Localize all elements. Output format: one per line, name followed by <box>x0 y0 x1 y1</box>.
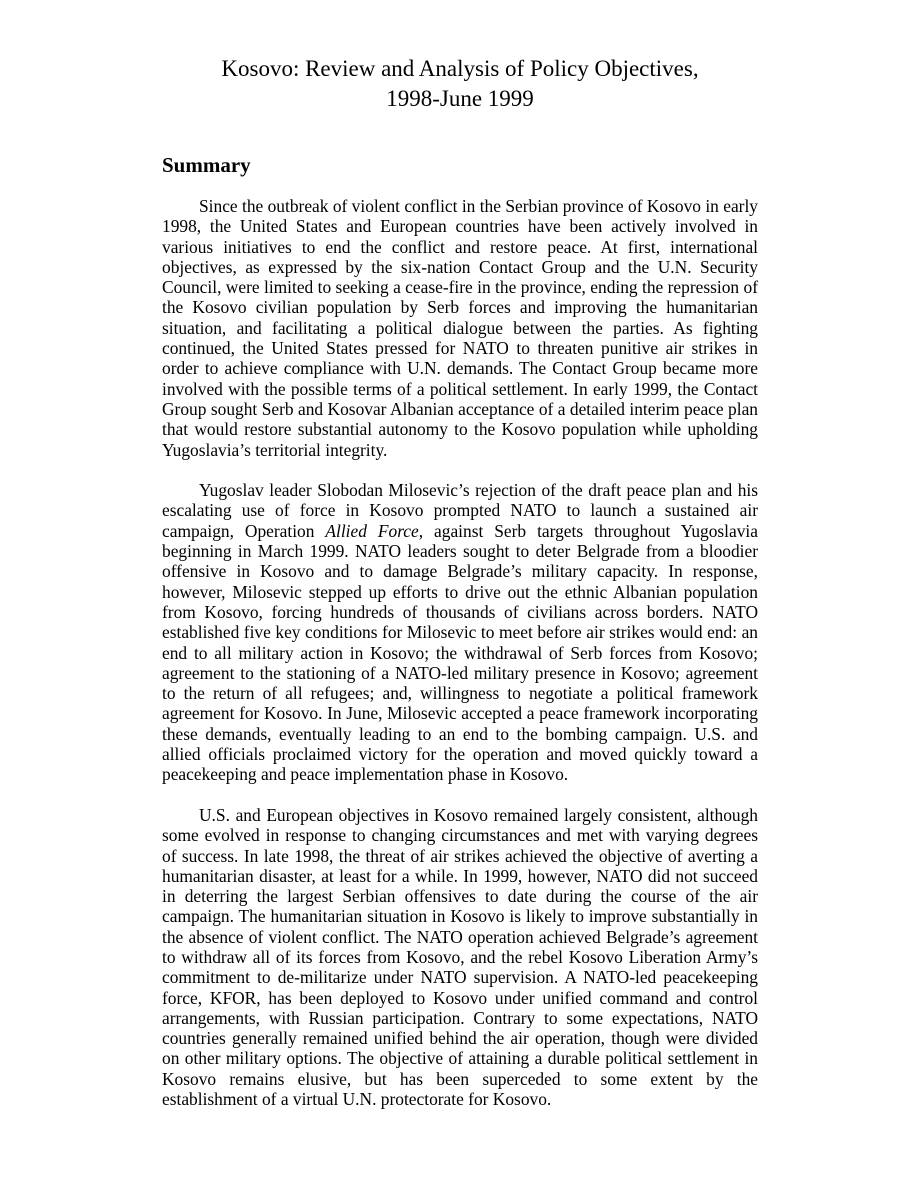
paragraph-2-text-a: Yugoslav leader Slobodan Milosevic’s rejection of the draft peace plan and his escalating use of force in Kosovo prompted NATO to launch a sustained air campaign, Operation <box>162 480 758 541</box>
paragraph-2 <box>162 480 758 784</box>
paragraph-2-text-b: , against Serb targets throughout Yugoslavia beginning in March 1999. NATO leaders sought to deter Belgrade from a bloodier offensive in Kosovo and to damage Belgrade’s military capacity. In response, however, Milosevic stepped up efforts to drive out the ethnic Albanian population from Kosovo, forcing hundreds of thousands of civilians across borders. NATO established five key conditions for Milosevic to meet before air strikes would end: an end to all military action in Kosovo; the withdrawal of Serb forces from Kosovo; agreement to the stationing of a NATO-led military presence in Kosovo; agreement to the return of all refugees; and, willingness to negotiate a political framework agreement for Kosovo. In June, Milosevic accepted a peace framework incorporating these demands, eventually leading to an end to the bombing campaign. U.S. and allied officials proclaimed victory for the operation and moved quickly toward a peacekeeping and peace implementation phase in Kosovo. <box>162 520 758 785</box>
document-title <box>162 54 758 114</box>
title-line-1: Kosovo: Review and Analysis of Policy Objectives, <box>221 56 699 81</box>
summary-body <box>162 196 758 1130</box>
title-line-2: 1998-June 1999 <box>386 86 534 111</box>
operation-name: Allied Force <box>325 520 419 541</box>
document-page <box>162 54 758 1110</box>
section-heading: Summary <box>162 153 251 177</box>
paragraph-1: Since the outbreak of violent conflict in the Serbian province of Kosovo in early 1998, the United States and European countries have been actively involved in various initiatives to end the conflict and restore peace. At first, international objectives, as expressed by the six-nation Contact Group and the U.N. Security Council, were limited to seeking a cease-fire in the province, ending the repression of the Kosovo civilian population by Serb forces and improving the humanitarian situation, and facilitating a political dialogue between the parties. As fighting continued, the United States pressed for NATO to threaten punitive air strikes in order to achieve compliance with U.N. demands. The Contact Group became more involved with the possible terms of a political settlement. In early 1999, the Contact Group sought Serb and Kosovar Albanian acceptance of a detailed interim peace plan that would restore substantial autonomy to the Kosovo population while upholding Yugoslavia’s territorial integrity. <box>162 196 758 460</box>
paragraph-3: U.S. and European objectives in Kosovo remained largely consistent, although some evolved in response to changing circumstances and met with varying degrees of success. In late 1998, the threat of air strikes achieved the objective of averting a humanitarian disaster, at least for a while. In 1999, however, NATO did not succeed in deterring the largest Serbian offensives to date during the course of the air campaign. The humanitarian situation in Kosovo is likely to improve substantially in the absence of violent conflict. The NATO operation achieved Belgrade’s agreement to withdraw all of its forces from Kosovo, and the rebel Kosovo Liberation Army’s commitment to de-militarize under NATO supervision. A NATO-led peacekeeping force, KFOR, has been deployed to Kosovo under unified command and control arrangements, with Russian participation. Contrary to some expectations, NATO countries generally remained unified behind the air operation, though were divided on other military options. The objective of attaining a durable political settlement in Kosovo remains elusive, but has been superceded to some extent by the establishment of a virtual U.N. protectorate for Kosovo. <box>162 804 758 1110</box>
